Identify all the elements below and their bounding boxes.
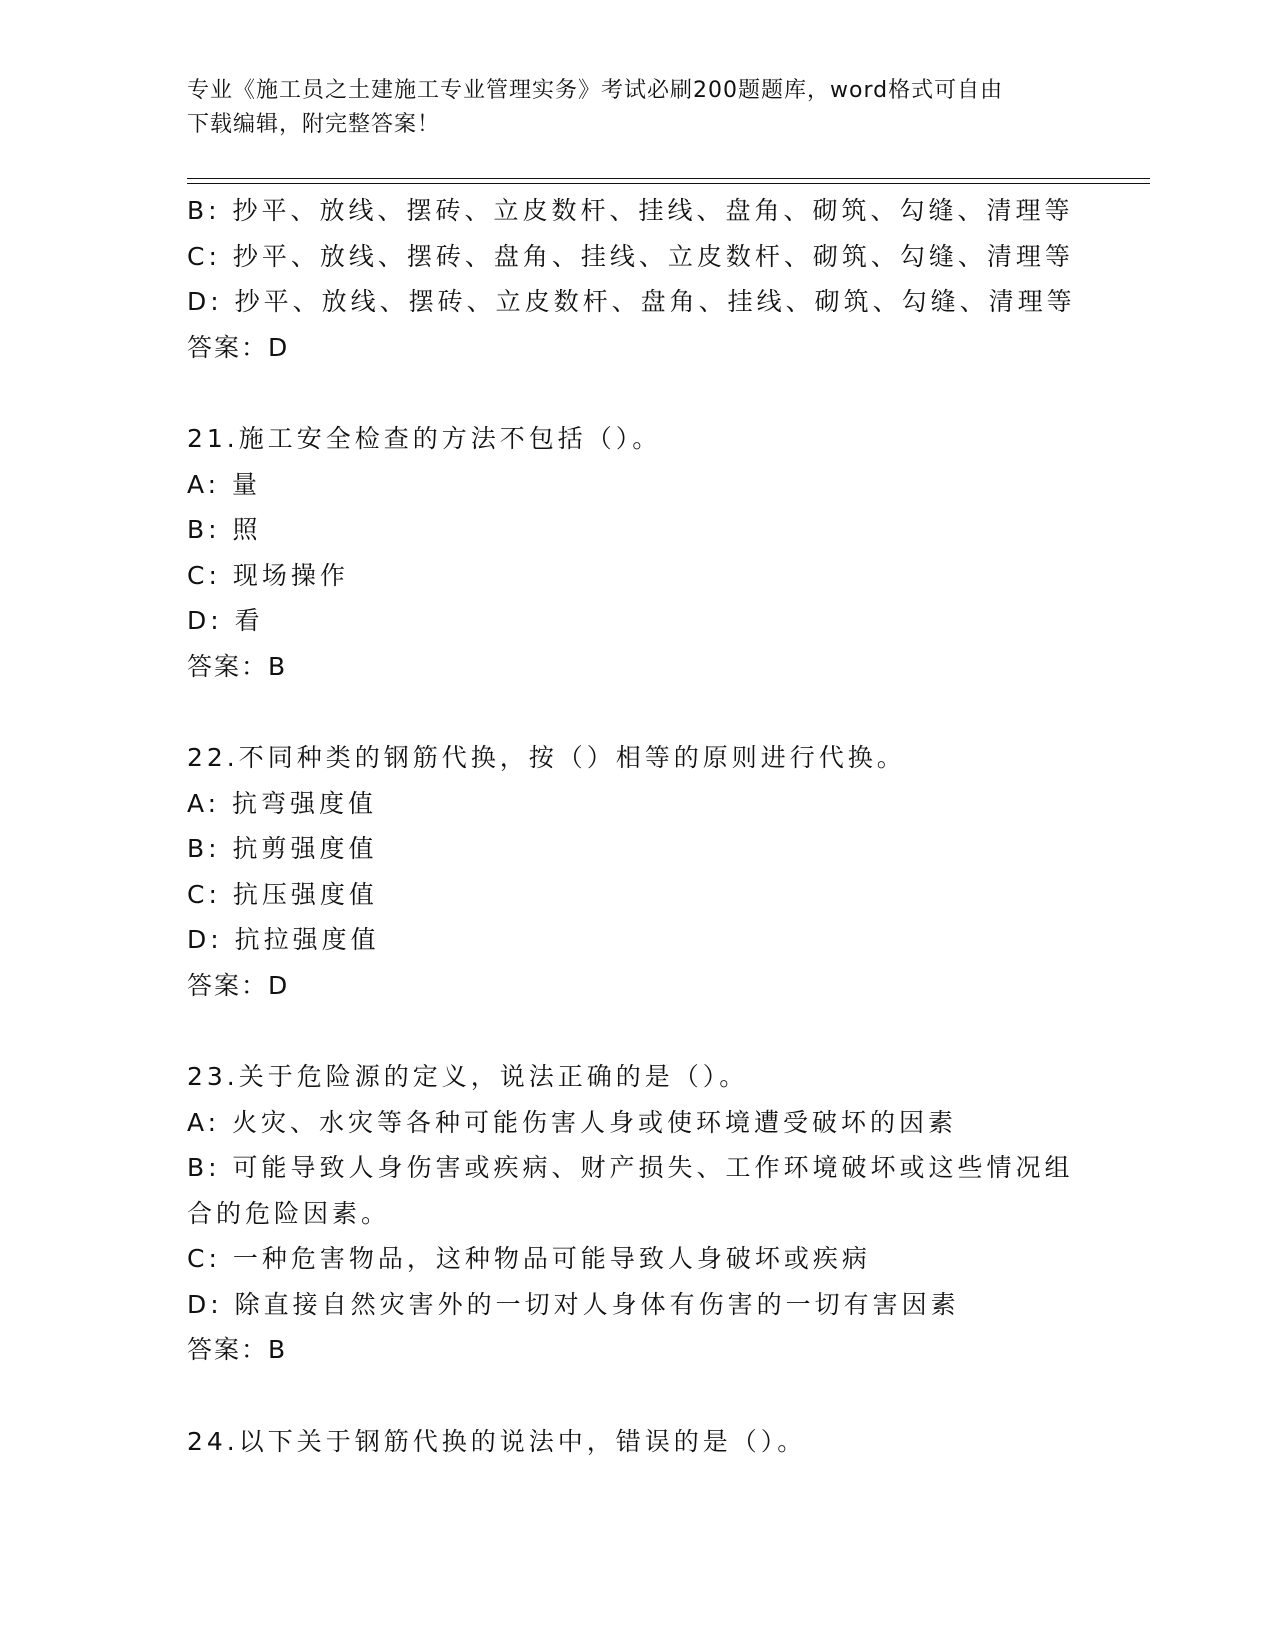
question-stem: 23.关于危险源的定义，说法正确的是（）。 [187, 1062, 749, 1091]
option-d: D: 抄平、放线、摆砖、立皮数杆、盘角、挂线、砌筑、勾缝、清理等 [187, 287, 1076, 316]
question-block-22 [187, 735, 1087, 1008]
option-c: C: 现场操作 [187, 560, 349, 590]
spacer [187, 1008, 1087, 1054]
option-c: C: 抗压强度值 [187, 879, 378, 909]
option-a: A: 量 [187, 469, 262, 499]
answer-line: 答案：D [187, 332, 290, 362]
document-header [187, 74, 1067, 142]
question-block-23 [187, 1054, 1087, 1373]
option-c: C: 抄平、放线、摆砖、盘角、挂线、立皮数杆、砌筑、勾缝、清理等 [187, 241, 1074, 271]
spacer [187, 1373, 1087, 1419]
header-intro-line: 专业《施工员之土建施工专业管理实务》考试必刷200题题库，word格式可自由 [187, 78, 1004, 103]
question-block-21 [187, 416, 1087, 689]
question-stem: 24.以下关于钢筋代换的说法中，错误的是（）。 [187, 1426, 807, 1456]
option-b: B: 抗剪强度值 [187, 834, 378, 863]
option-b: B: 照 [187, 515, 262, 544]
header-intro-line: 下载编辑，附完整答案！ [187, 112, 441, 137]
option-b: B: 抄平、放线、摆砖、立皮数杆、挂线、盘角、砌筑、勾缝、清理等 [187, 196, 1074, 225]
question-stem: 21.施工安全检查的方法不包括（）。 [187, 424, 662, 453]
option-b: B: 可能导致人身伤害或疾病、财产损失、工作环境破坏或这些情况组 [187, 1153, 1074, 1182]
question-list [187, 188, 1087, 1464]
answer-line: 答案：D [187, 970, 290, 1000]
option-d: D: 看 [187, 606, 264, 635]
option-c: C: 一种危害物品，这种物品可能导致人身破坏或疾病 [187, 1244, 871, 1273]
option-a: A: 抗弯强度值 [187, 788, 378, 818]
header-divider-top [187, 178, 1150, 179]
spacer [187, 689, 1087, 735]
answer-line: 答案：B [187, 651, 288, 681]
option-d: D: 抗拉强度值 [187, 925, 380, 954]
option-b-continuation: 合的危险因素。 [187, 1198, 391, 1228]
question-stem: 22.不同种类的钢筋代换，按（）相等的原则进行代换。 [187, 743, 906, 772]
question-block-prev [187, 188, 1087, 370]
question-block-24 [187, 1419, 1087, 1465]
spacer [187, 370, 1087, 416]
option-d: D: 除直接自然灾害外的一切对人身体有伤害的一切有害因素 [187, 1289, 960, 1319]
answer-line: 答案：B [187, 1335, 288, 1364]
option-a: A: 火灾、水灾等各种可能伤害人身或使环境遭受破坏的因素 [187, 1107, 958, 1137]
header-divider-bottom [187, 183, 1150, 184]
